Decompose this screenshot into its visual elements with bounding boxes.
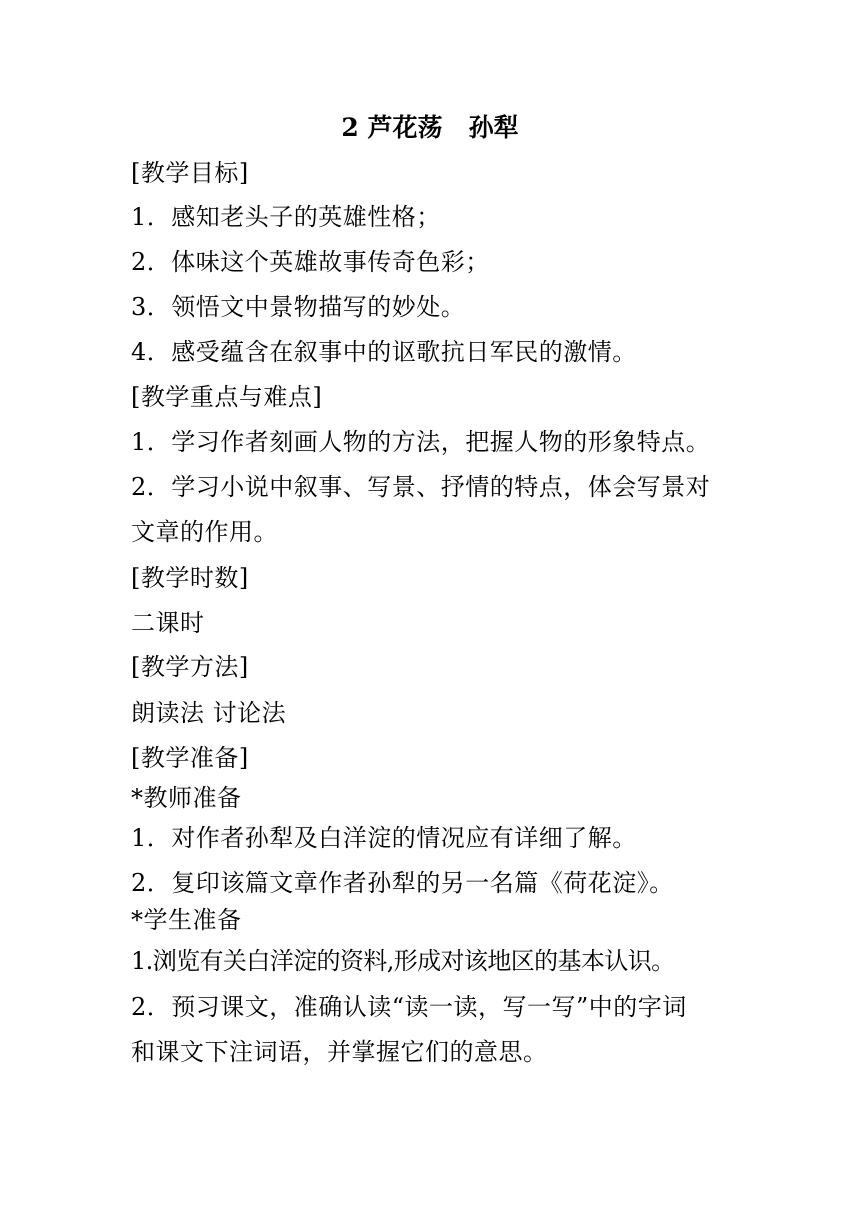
list-item: 4．感受蕴含在叙事中的讴歌抗日军民的激情。 bbox=[131, 338, 637, 366]
list-item: 1．对作者孙犁及白洋淀的情况应有详细了解。 bbox=[131, 824, 637, 852]
subheading-student-preparation: *学生准备 bbox=[131, 906, 242, 934]
list-item: 1．感知老头子的英雄性格； bbox=[131, 203, 441, 231]
page-title: 2 芦花荡 孙犁 bbox=[341, 113, 519, 142]
list-item: 2．体味这个英雄故事传奇色彩； bbox=[131, 248, 490, 276]
body-text: 朗读法 讨论法 bbox=[131, 699, 287, 727]
list-item-continuation: 文章的作用。 bbox=[131, 518, 278, 546]
list-item: 2．复印该篇文章作者孙犁的另一名篇《荷花淀》。 bbox=[131, 869, 674, 897]
list-item: 2．学习小说中叙事、写景、抒情的特点，体会写景对 bbox=[131, 473, 711, 501]
list-item: 1．学习作者刻画人物的方法，把握人物的形象特点。 bbox=[131, 428, 711, 456]
section-heading-preparation: [教学准备] bbox=[131, 744, 249, 772]
section-heading-objectives: [教学目标] bbox=[131, 159, 249, 187]
list-item: 1.浏览有关白洋淀的资料,形成对该地区的基本认识。 bbox=[131, 947, 675, 975]
section-heading-methods: [教学方法] bbox=[131, 653, 249, 681]
section-heading-key-points: [教学重点与难点] bbox=[131, 383, 323, 411]
list-item: 2．预习课文，准确认读“读一读，写一写”中的字词 bbox=[131, 993, 687, 1021]
list-item-continuation: 和课文下注词语，并掌握它们的意思。 bbox=[131, 1038, 548, 1066]
subheading-teacher-preparation: *教师准备 bbox=[131, 784, 242, 812]
body-text: 二课时 bbox=[131, 609, 205, 637]
list-item: 3．领悟文中景物描写的妙处。 bbox=[131, 293, 466, 321]
section-heading-hours: [教学时数] bbox=[131, 564, 249, 592]
